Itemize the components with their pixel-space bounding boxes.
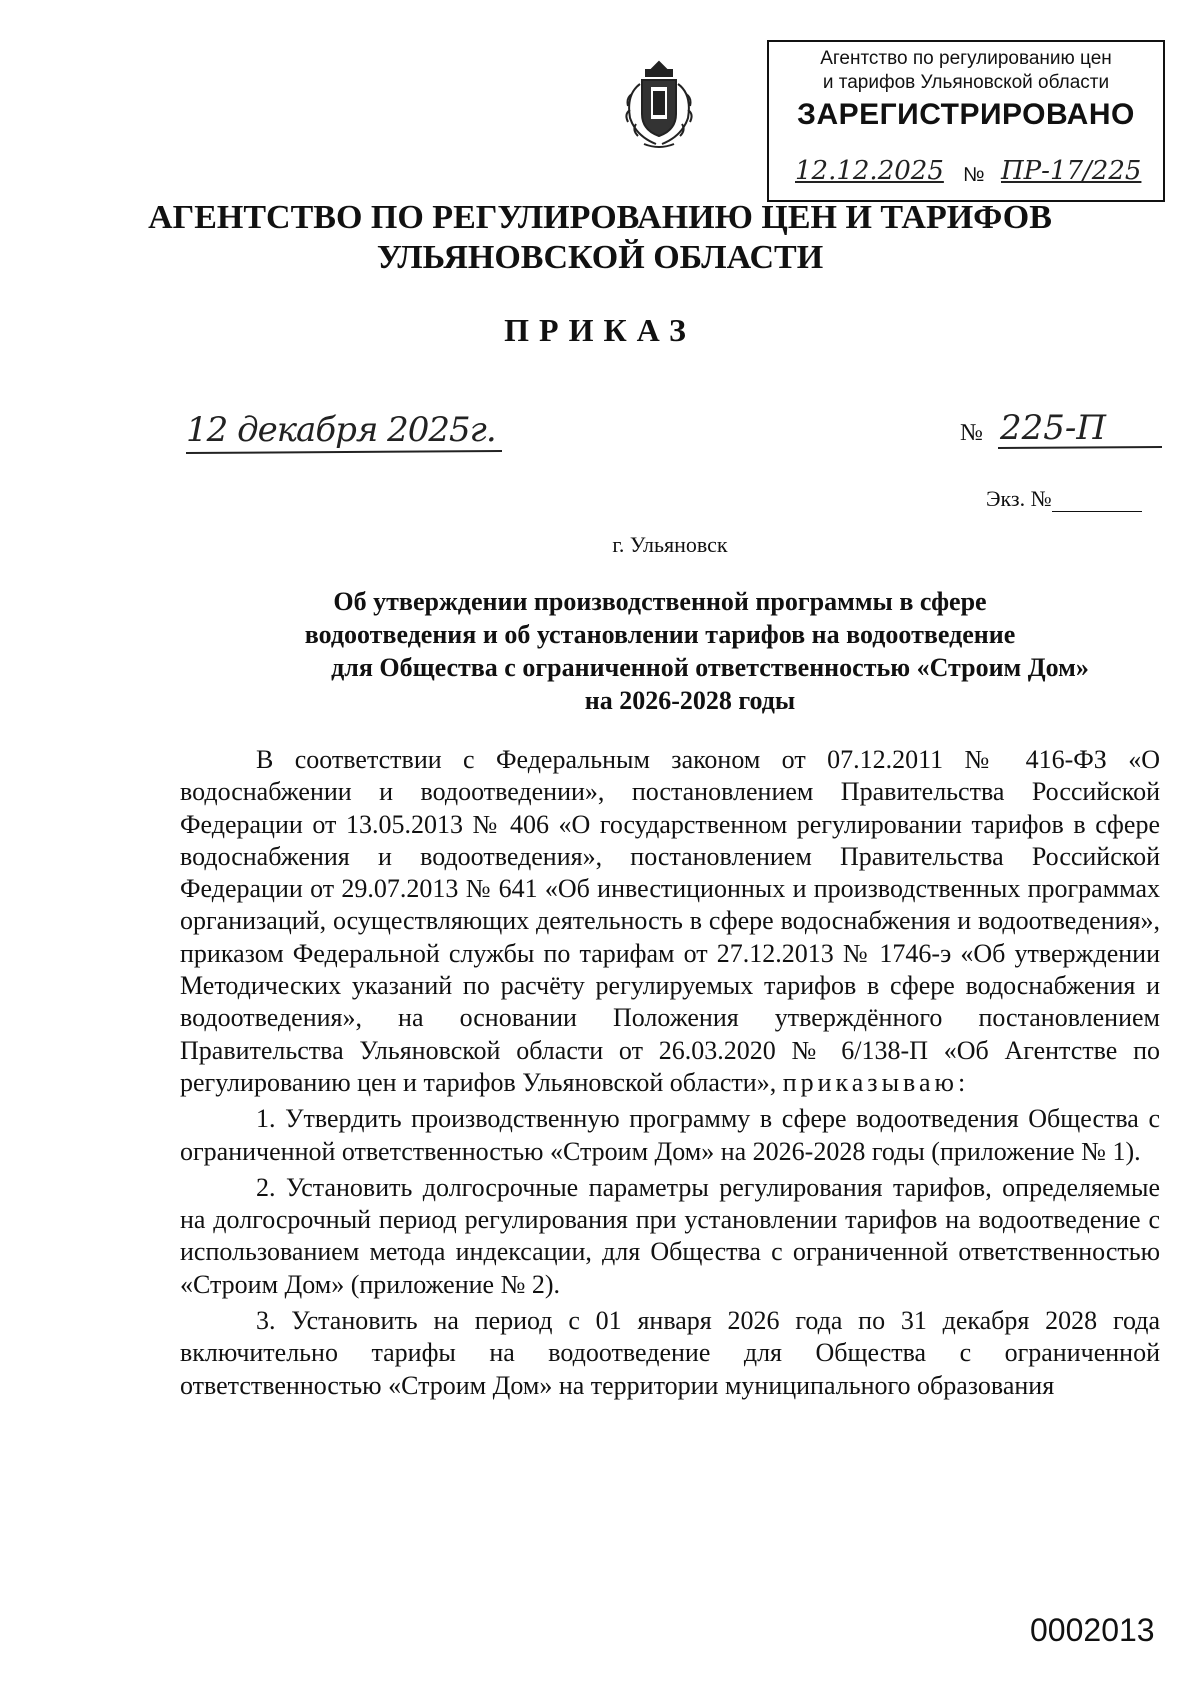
- order-number: 225-П: [1000, 408, 1107, 448]
- order-word: приказываю:: [782, 1067, 970, 1097]
- agency-name-line-1: АГЕНТСТВО ПО РЕГУЛИРОВАНИЮ ЦЕН И ТАРИФОВ: [148, 199, 1052, 236]
- coat-of-arms-icon: [614, 54, 704, 154]
- title-line-1: Об утверждении производственной программы в сфере: [333, 587, 987, 616]
- order-number-label: №: [960, 420, 983, 446]
- order-title: [240, 585, 1140, 717]
- date-text: 12 декабря 2025г.: [186, 410, 496, 450]
- item-3: 3. Установить на период с 01 января 2026 года по 31 декабря 2028 года включительно тарифы на водоотведение для Общества с ограниченной ответственностью «Строим Дом» на территории муниципального образования: [180, 1306, 1160, 1400]
- handwritten-date: [186, 410, 516, 470]
- stamp-reg-date: 12.12.2025: [795, 156, 944, 186]
- copy-number-label: Экз. №: [986, 486, 1052, 511]
- title-line-4: на 2026-2028 годы: [584, 686, 796, 715]
- registration-stamp: [767, 40, 1165, 202]
- copy-number: [986, 486, 1142, 512]
- page-code: 0002013: [1030, 1612, 1155, 1648]
- item-1: 1. Утвердить производственную программу в сфере водоотведения Общества с ограниченной ответственностью «Строим Дом» на 2026-2028 годы (приложение № 1).: [180, 1104, 1160, 1166]
- order-body: [180, 744, 1160, 1406]
- item-2: 2. Установить долгосрочные параметры регулирования тарифов, определяемые на долгосрочный период регулирования при установлении тарифов на водоотведение с использованием метода индексации, для Общества с ограниченной ответственностью «Строим Дом» (приложение № 2).: [180, 1172, 1160, 1299]
- title-line-3: для Общества с ограниченной ответственностью «Строим Дом»: [331, 653, 1089, 682]
- stamp-reg-no: ПР-17/225: [1001, 156, 1142, 186]
- stamp-registration-line: [787, 154, 1153, 194]
- preamble-text: В соответствии с Федеральным законом от 07.12.2011 № 416-ФЗ «О водоснабжении и водоотведении», постановлением Правительства Российской Федерации от 13.05.2013 № 406 «О государственном регулировании тарифов в сфере водоснабжения и водоотведения», постановлением Правительства Российской Федерации от 29.07.2013 № 641 «Об инвестиционных и производственных программах организаций, осуществляющих деятельность в сфере водоснабжения и водоотведения», приказом Федеральной службы по тарифам от 27.12.2013 № 1746-э «Об утверждении Методических указаний по расчёту регулируемых тарифов в сфере водоснабжения и водоотведения», на основании Положения утверждённого постановлением Правительства Ульяновской области от 26.03.2020 № 6/138-П «Об Агентстве по регулированию цен и тарифов Ульяновской области»,: [180, 745, 1160, 1097]
- title-line-2: водоотведения и об установлении тарифов на водоотведение: [304, 620, 1016, 649]
- agency-name-line-2: УЛЬЯНОВСКОЙ ОБЛАСТИ: [376, 239, 824, 276]
- city: г. Ульяновск: [612, 532, 728, 557]
- preamble-paragraph: [180, 744, 1160, 1099]
- document-type-heading: ПРИКАЗ: [504, 312, 696, 348]
- stamp-status: ЗАРЕГИСТРИРОВАНО: [797, 98, 1135, 131]
- stamp-agency-line-2: и тарифов Ульяновской области: [822, 72, 1110, 93]
- handwritten-order-number: [1000, 408, 1170, 458]
- agency-header: [60, 198, 1140, 278]
- copy-number-blank: [1052, 489, 1142, 512]
- stamp-agency-line-1: Агентство по регулированию цен: [820, 48, 1112, 69]
- stamp-reg-no-label: №: [963, 164, 985, 186]
